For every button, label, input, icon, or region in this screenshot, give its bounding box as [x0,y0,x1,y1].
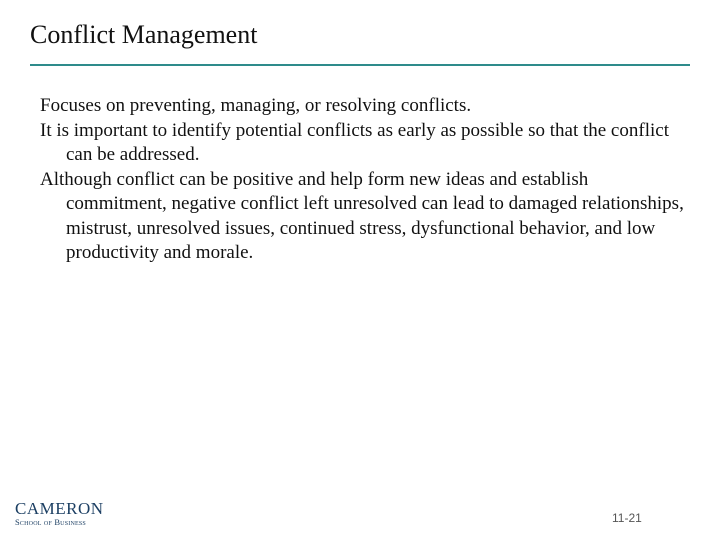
bullet-item: Focuses on preventing, managing, or resolving conflicts. [40,95,472,116]
bullet-item: It is important to identify potential conflicts as early as possible so that the conflict can be addressed. [40,119,669,165]
slide-title: Conflict Management [30,20,258,49]
bullet-list [40,94,690,266]
logo-subtitle: School of Business [15,517,86,527]
cameron-logo [15,500,105,530]
page-number: 11-21 [612,511,642,525]
title-divider [30,64,690,66]
bullet-item: Although conflict can be positive and help form new ideas and establish commitment, negative conflict left unresolved can lead to damaged relationships, mistrust, unresolved issues, continued stress, dysfunctional behavior, and low productivity and morale. [40,168,684,263]
logo-wordmark: CAMERON [15,499,104,518]
